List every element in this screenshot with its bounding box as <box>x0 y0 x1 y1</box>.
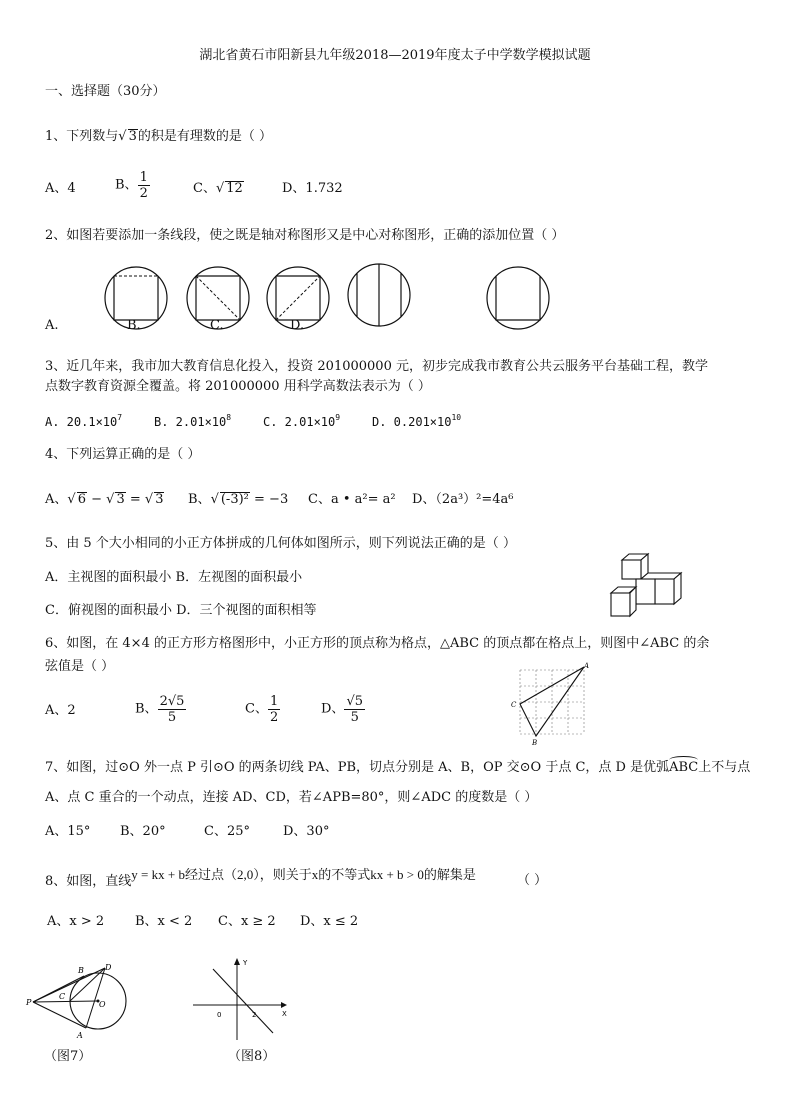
fig8-caption: （图8） <box>228 1049 276 1064</box>
q6-point-b: B <box>532 739 538 747</box>
question-1-stem <box>45 128 272 146</box>
q4-operator: − <box>86 492 107 507</box>
denominator: 5 <box>350 710 359 725</box>
q2-option-a: A. <box>45 318 59 333</box>
q2-figure-d <box>348 264 410 326</box>
page-title: 湖北省黄石市阳新县九年级2018—2019年度太子中学数学模拟试题 <box>199 48 591 63</box>
q5-options-cd: C．俯视图的面积最小 D．三个视图的面积相等 <box>45 603 317 618</box>
q3-option-exponent: 7 <box>117 413 123 422</box>
fraction <box>268 694 280 725</box>
question-8-stem <box>45 867 476 891</box>
denominator: 5 <box>167 710 177 725</box>
denominator: 2 <box>139 186 148 201</box>
q6-option-d <box>321 694 365 725</box>
q4-radicand: 3 <box>155 492 164 507</box>
q7-option-d: D、30° <box>283 824 330 839</box>
q8-option-a: A、x > 2 <box>47 914 105 929</box>
section-heading: 一、选择题（30分） <box>45 84 166 99</box>
q4-option-a <box>45 491 164 509</box>
q8-option-b: B、x < 2 <box>135 914 193 929</box>
fraction <box>138 170 150 201</box>
numerator: √5 <box>346 694 363 709</box>
q4-option-b <box>188 491 288 509</box>
sqrt-icon: √ <box>118 129 127 144</box>
q3-option-exponent: 9 <box>335 413 341 422</box>
q3-option-b <box>154 413 231 431</box>
q3-option-base: B. 2.01×10 <box>154 415 227 429</box>
fig7-point-b: B <box>78 966 84 975</box>
q5-options-ab: A．主视图的面积最小 B．左视图的面积最小 <box>45 570 303 585</box>
fraction <box>344 694 365 725</box>
question-3-line1: 3、近几年来，我市加大教育信息化投入，投资 201000000 元，初步完成我市教育公共云服务平台基础工程，教学 <box>45 359 708 374</box>
q4-option-label: A、 <box>45 492 68 507</box>
fig8-origin: 0 <box>217 1011 222 1019</box>
sqrt-icon: √ <box>210 492 219 507</box>
q6-grid-figure <box>510 662 592 748</box>
q2-figures <box>40 265 570 335</box>
q6-option-label: C、 <box>245 701 268 717</box>
q2-option-b: B. <box>127 318 141 333</box>
q2-option-d: D. <box>290 318 305 333</box>
denominator: 2 <box>269 710 279 725</box>
fig7-point-a: A <box>77 1031 83 1040</box>
q4-operator: = <box>125 492 145 507</box>
question-7-line1 <box>45 759 750 777</box>
q6-option-label: B、 <box>135 701 158 717</box>
q4-radicand: 3 <box>116 492 125 507</box>
question-4-stem: 4、下列运算正确的是（ ） <box>45 447 201 462</box>
q3-option-base: C. 2.01×10 <box>263 415 336 429</box>
question-5-stem: 5、由 5 个大小相同的小正方体拼成的几何体如图所示，则下列说法正确的是（ ） <box>45 536 516 551</box>
q8-option-d: D、x ≤ 2 <box>300 914 359 929</box>
question-6-line1: 6、如图，在 4×4 的正方形方格图形中，小正方形的顶点称为格点，△ABC 的顶点都在格点上，则图中∠ABC 的余 <box>45 636 710 651</box>
fig7-point-c: C <box>59 992 66 1001</box>
q3-option-exponent: 8 <box>226 413 232 422</box>
fig7-point-p: P <box>26 998 32 1007</box>
sqrt-icon: √ <box>67 492 76 507</box>
q1-option-c <box>193 180 244 198</box>
q1-option-a: A、4 <box>45 181 76 196</box>
numerator: 2√5 <box>159 694 185 709</box>
q4-radicand: 6 <box>77 492 86 507</box>
q3-option-base: D. 0.201×10 <box>372 415 452 429</box>
q7-line1-part: 7、如图，过⊙O 外一点 P 引⊙O 的两条切线 PA、PB，切点分别是 A、B，OP 交⊙O 于点 C，点 D 是优弧 <box>45 760 670 775</box>
fig8-axis-y: Y <box>243 959 248 967</box>
sqrt-icon: √ <box>144 492 154 507</box>
q3-option-d <box>372 413 461 431</box>
numerator: 1 <box>139 170 148 185</box>
q3-option-c <box>263 413 340 431</box>
q6-option-c <box>245 694 280 725</box>
q6-option-a: A、2 <box>45 703 76 718</box>
q7-option-a: A、15° <box>45 824 91 839</box>
q4-operator: = −3 <box>249 492 289 507</box>
q7-option-c: C、25° <box>204 824 250 839</box>
q7-line1-part: 上不与点 <box>698 760 751 775</box>
q3-option-base: A. 20.1×10 <box>45 415 118 429</box>
q2-reference-figure <box>487 267 549 329</box>
q6-point-a: A <box>584 662 590 670</box>
q3-option-a <box>45 413 122 431</box>
q8-formula: y = kx + b经过点（2,0），则关于x的不等式kx + b > 0的解集是 <box>131 867 476 882</box>
q8-stem-paren: （ ） <box>517 873 548 888</box>
fig8-tick-2: 2 <box>252 1011 257 1019</box>
q1-option-d: D、1.732 <box>282 181 343 196</box>
q7-arc-label: ABC <box>669 760 699 775</box>
q6-option-b <box>135 694 186 725</box>
fig8-line-graph <box>185 955 295 1045</box>
q1-option-label: B、 <box>115 177 138 193</box>
fig7-point-o: O <box>99 1000 106 1009</box>
question-2-stem: 2、如图若要添加一条线段，使之既是轴对称图形又是中心对称图形，正确的添加位置（ ） <box>45 228 565 243</box>
numerator: 1 <box>269 694 279 709</box>
q4-option-label: B、 <box>188 492 211 507</box>
fig7-circle-tangent <box>25 960 145 1040</box>
q7-option-b: B、20° <box>120 824 166 839</box>
q8-option-c: C、x ≥ 2 <box>218 914 276 929</box>
q4-radicand: (-3)² <box>220 492 249 507</box>
question-3-line2: 点数字教育资源全覆盖。将 201000000 用科学高数法表示为（ ） <box>45 379 431 394</box>
fig7-caption: （图7） <box>44 1049 92 1064</box>
q1-radicand: 3 <box>128 129 137 144</box>
q8-stem-part: 8、如图，直线 <box>45 874 132 889</box>
sqrt-icon: √ <box>215 181 225 196</box>
q6-point-c: C <box>511 701 517 709</box>
q4-option-d: D、（2a³）²=4a⁶ <box>412 492 514 507</box>
q5-cube-figure <box>608 553 683 621</box>
q3-option-exponent: 10 <box>451 413 462 422</box>
q2-option-c: C. <box>210 318 224 333</box>
q6-option-label: D、 <box>321 701 345 717</box>
sqrt-icon: √ <box>106 492 115 507</box>
q1-option-label: C、 <box>193 181 216 196</box>
q1-stem-part: 1、下列数与 <box>45 129 119 144</box>
q1-radicand: 12 <box>226 181 243 196</box>
question-6-line2: 弦值是（ ） <box>45 659 115 674</box>
q1-stem-part: 的积是有理数的是（ ） <box>137 129 272 144</box>
q1-option-b <box>115 170 150 201</box>
fig7-point-d: D <box>105 963 112 972</box>
fraction <box>158 694 187 725</box>
q4-option-c: C、a • a²= a² <box>308 492 396 507</box>
question-7-line2: A、点 C 重合的一个动点，连接 AD、CD，若∠APB=80°，则∠ADC 的度数是（ ） <box>45 790 538 805</box>
fig8-axis-x: X <box>282 1010 287 1018</box>
